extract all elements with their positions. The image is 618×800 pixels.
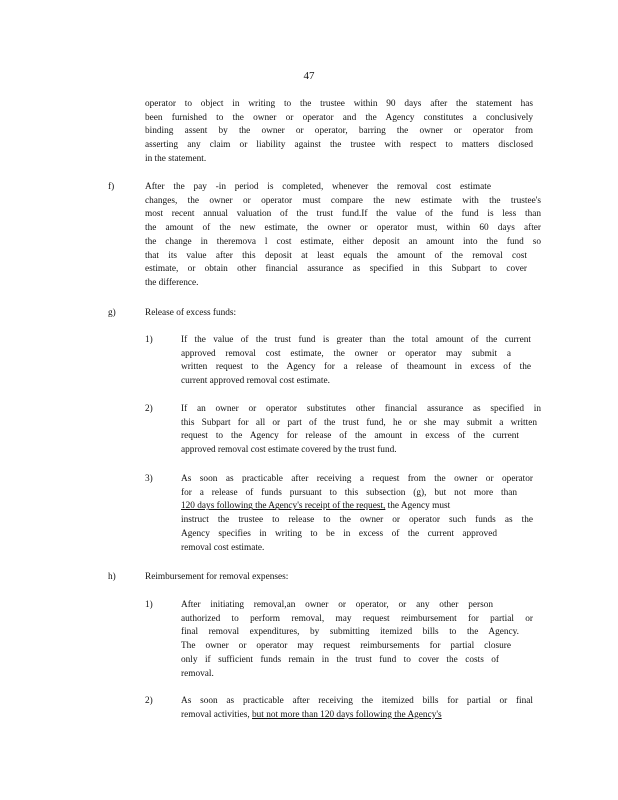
item-h2-line: As soon as practicable after receiving the itemized bills for partial or final (181, 696, 533, 706)
item-g2-line: request to the Agency for release of the amount in excess of the current (181, 431, 519, 442)
item-f-line: the amount of the new estimate, the owner or operator must, within 60 days after (145, 223, 541, 234)
underlined-deadline: but not more than 120 days following the Agency's (252, 709, 442, 720)
item-h2-paragraph (181, 695, 533, 722)
item-g1-paragraph (181, 334, 531, 389)
item-g-label: g) (108, 308, 116, 318)
item-g2-label: 2) (145, 404, 153, 414)
item-f-label: f) (108, 182, 115, 192)
item-h1-line: The owner or operator may request reimbursements for partial closure (181, 641, 511, 652)
item-g3-line: As soon as practicable after receiving a request from the owner or operator (181, 474, 533, 484)
item-g3-paragraph (181, 473, 533, 555)
item-h1-line: final removal expenditures, by submitting itemized bills to the Agency. (181, 627, 519, 638)
item-g1-line: If the value of the trust fund is greater than the total amount of the current (181, 335, 531, 345)
intro-line: operator to object in writing to the trustee within 90 days after the statement has (145, 99, 533, 109)
item-g3-line-rest: the Agency must (385, 501, 451, 512)
intro-line: binding assent by the owner or operator, barring the owner or operator from (145, 126, 533, 137)
page-number: 47 (303, 70, 315, 82)
item-h2-label: 2) (145, 696, 153, 706)
item-h1-label: 1) (145, 600, 153, 610)
item-f-line: most recent annual valuation of the trust fund.If the value of the fund is less than (145, 209, 541, 220)
item-f-line: After the pay -in period is completed, whenever the removal cost estimate (145, 182, 491, 192)
item-f-line: changes, the owner or operator must compare the new estimate with the trustee's (145, 195, 541, 206)
item-f-paragraph (145, 181, 541, 291)
item-g1-line: written request to the Agency for a release of theamount in excess of the (181, 362, 531, 373)
item-g3-line: instruct the trustee to release to the owner or operator such funds as the (181, 515, 533, 526)
intro-paragraph (145, 98, 533, 167)
item-f-line: that its value after this deposit at least equals the amount of the removal cost (145, 250, 527, 261)
underlined-deadline: 120 days following the Agency's receipt of the request, (181, 501, 386, 512)
item-g3-line: Agency specifies in writing to be in excess of the current approved (181, 528, 497, 539)
item-f-line: the change in theremova l cost estimate, either deposit an amount into the fund so (145, 236, 541, 247)
item-h1-line: authorized to perform removal, may request reimbursement for partial or (181, 613, 533, 624)
item-h-heading: Reimbursement for removal expenses: (145, 572, 289, 582)
item-h1-line: After initiating removal,an owner or operator, or any other person (181, 600, 493, 610)
item-h1-paragraph (181, 599, 533, 681)
item-f-line: estimate, or obtain other financial assurance as specified in this Subpart to cover (145, 264, 527, 275)
item-g2-line: this Subpart for all or part of the trust fund, he or she may submit a written (181, 417, 537, 428)
item-g3-line: for a release of funds pursuant to this subsection (g), but not more than (181, 487, 517, 498)
item-g2-line: If an owner or operator substitutes other financial assurance as specified in (181, 404, 541, 414)
item-g1-label: 1) (145, 335, 153, 345)
item-g1-line: current approved removal cost estimate. (181, 376, 330, 387)
item-g-heading: Release of excess funds: (145, 308, 237, 318)
item-g3-line (181, 500, 533, 514)
item-g1-line: approved removal cost estimate, the owner or operator may submit a (181, 348, 511, 359)
item-h2-line-start: removal activities, (181, 709, 252, 720)
item-g3-label: 3) (145, 474, 153, 484)
intro-line: been furnished to the owner or operator and the Agency constitutes a conclusively (145, 112, 533, 123)
item-h2-line (181, 709, 525, 723)
item-f-line: the difference. (145, 277, 199, 288)
intro-line: asserting any claim or liability against the trustee with respect to matters disclosed (145, 140, 533, 151)
item-h-label: h) (108, 572, 116, 582)
item-h1-line: only if sufficient funds remain in the trust fund to cover the costs of (181, 654, 499, 665)
intro-line: in the statement. (145, 153, 207, 164)
item-g2-paragraph (181, 403, 541, 458)
item-g3-line: removal cost estimate. (181, 542, 265, 553)
item-h1-line: removal. (181, 668, 214, 679)
item-g2-line: approved removal cost estimate covered by the trust fund. (181, 445, 397, 456)
